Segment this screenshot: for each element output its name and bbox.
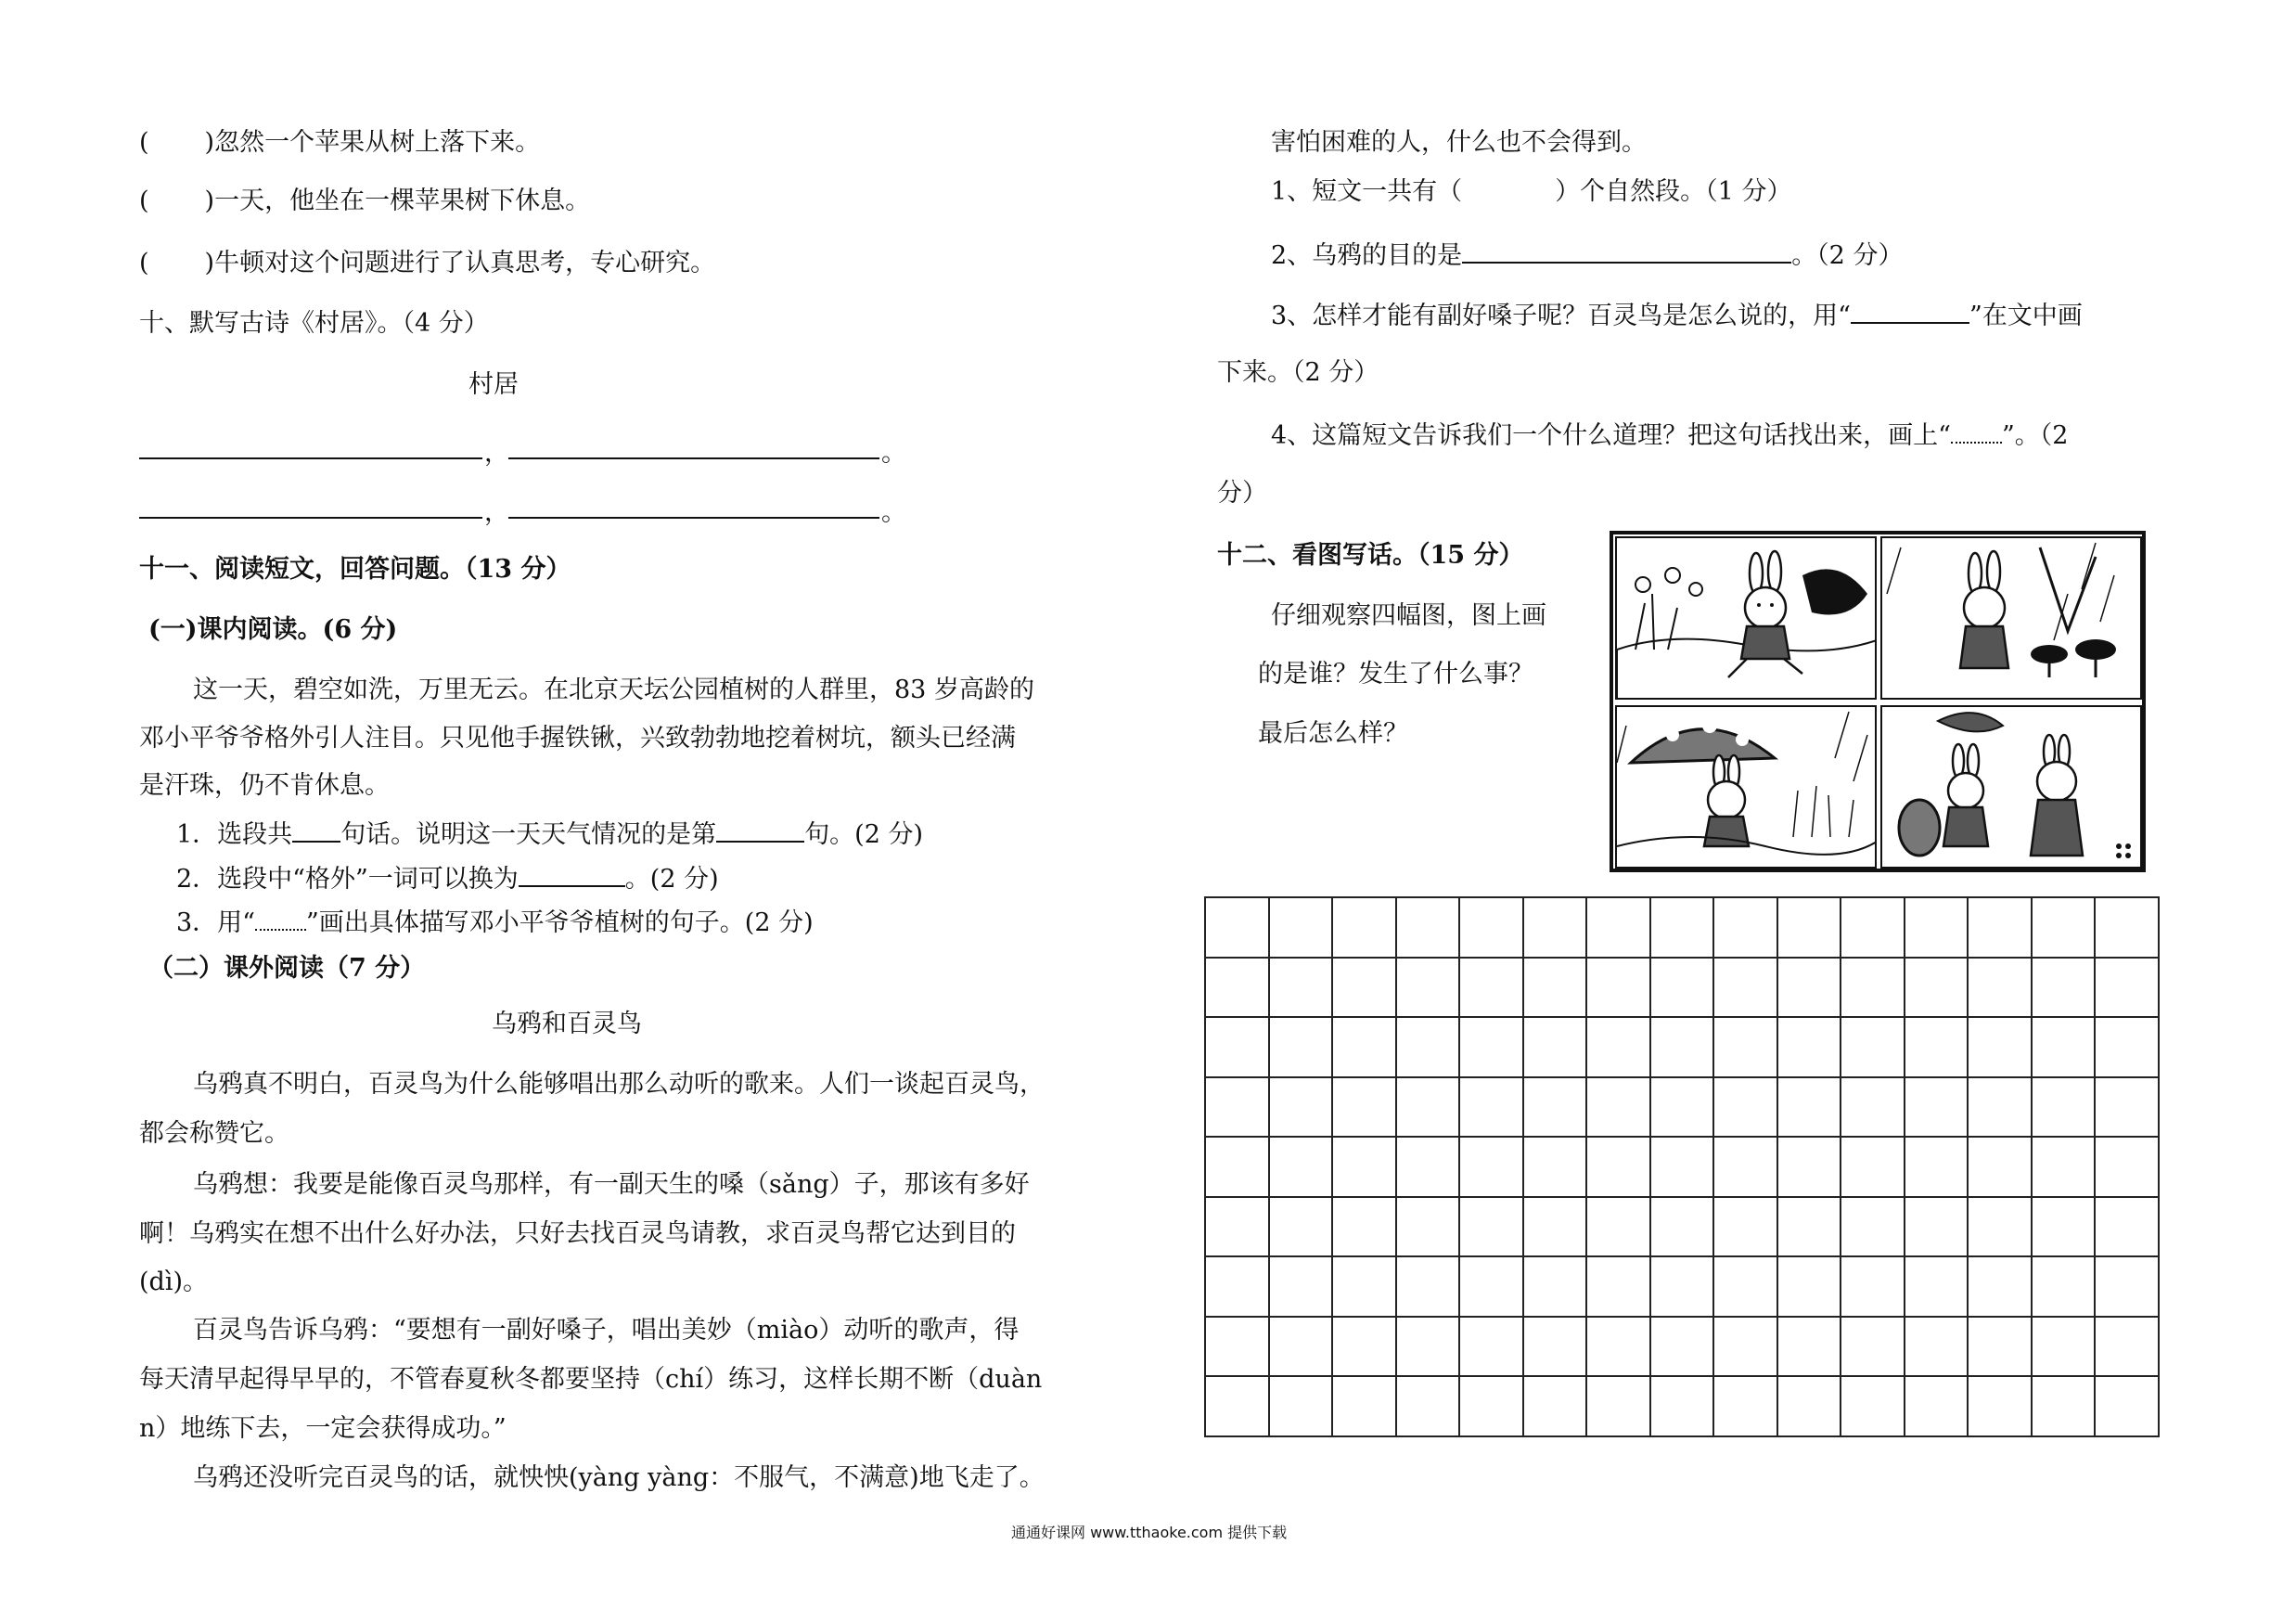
grid-cell[interactable]	[2032, 1077, 2096, 1138]
poem-blank[interactable]	[508, 457, 879, 459]
grid-cell[interactable]	[2032, 1137, 2096, 1197]
grid-cell[interactable]	[1269, 1137, 1333, 1197]
passage-line: 是汗珠，仍不肯休息。	[139, 771, 390, 800]
grid-cell[interactable]	[1968, 1197, 2032, 1257]
grid-cell[interactable]	[1269, 1376, 1333, 1436]
grid-cell[interactable]	[1713, 1256, 1777, 1317]
grid-cell[interactable]	[1269, 897, 1333, 958]
grid-cell[interactable]	[1713, 1077, 1777, 1138]
part1-heading: (一)课内阅读。(6 分)	[148, 615, 398, 644]
grid-cell[interactable]	[1523, 958, 1587, 1018]
grid-cell[interactable]	[1586, 1317, 1650, 1377]
grid-cell[interactable]	[1968, 1137, 2032, 1197]
grid-cell[interactable]	[1905, 1137, 1969, 1197]
grid-cell[interactable]	[1396, 1256, 1460, 1317]
part1-question-2: 2．选段中“格外”一词可以换为 。(2 分)	[176, 865, 719, 894]
grid-cell[interactable]	[1523, 1137, 1587, 1197]
grid-cell[interactable]	[2095, 1317, 2159, 1377]
grid-cell[interactable]	[1332, 897, 1396, 958]
grid-cell[interactable]	[1396, 1137, 1460, 1197]
grid-cell[interactable]	[1586, 1017, 1650, 1077]
grid-cell[interactable]	[1713, 1197, 1777, 1257]
grid-cell[interactable]	[1650, 1317, 1714, 1377]
grid-cell[interactable]	[1523, 1317, 1587, 1377]
grid-cell[interactable]	[1205, 958, 1269, 1018]
grid-cell[interactable]	[1777, 1197, 1841, 1257]
grid-cell[interactable]	[1205, 1317, 1269, 1377]
grid-cell[interactable]	[1332, 1197, 1396, 1257]
grid-cell[interactable]	[1905, 1197, 1969, 1257]
grid-cell[interactable]	[1905, 958, 1969, 1018]
grid-cell[interactable]	[1459, 1256, 1523, 1317]
grid-cell[interactable]	[1523, 1017, 1587, 1077]
grid-row	[1205, 1197, 2159, 1257]
writing-grid	[1204, 896, 2160, 1437]
grid-cell[interactable]	[1205, 1137, 1269, 1197]
grid-cell[interactable]	[1777, 958, 1841, 1018]
story-line: 乌鸦真不明白，百灵鸟为什么能够唱出那么动听的歌来。人们一谈起百灵鸟，	[193, 1070, 1045, 1099]
grid-cell[interactable]	[1205, 1017, 1269, 1077]
grid-cell[interactable]	[1459, 1376, 1523, 1436]
grid-cell[interactable]	[1777, 1376, 1841, 1436]
grid-cell[interactable]	[1459, 1317, 1523, 1377]
grid-cell[interactable]	[1650, 1256, 1714, 1317]
q12-prompt-line: 的是谁？发生了什么事？	[1258, 660, 1533, 689]
grid-cell[interactable]	[1586, 1376, 1650, 1436]
grid-cell[interactable]	[1841, 1256, 1905, 1317]
grid-cell[interactable]	[1713, 1376, 1777, 1436]
grid-cell[interactable]	[2032, 897, 2096, 958]
grid-cell[interactable]	[1713, 1137, 1777, 1197]
grid-cell[interactable]	[1905, 1017, 1969, 1077]
order-item-3: ( )牛顿对这个问题进行了认真思考，专心研究。	[139, 249, 716, 277]
grid-cell[interactable]	[2095, 1017, 2159, 1077]
grid-cell[interactable]	[1650, 1017, 1714, 1077]
grid-cell[interactable]	[1205, 1256, 1269, 1317]
poem-comma: ，	[484, 439, 509, 468]
grid-cell[interactable]	[1523, 1197, 1587, 1257]
grid-cell[interactable]	[1713, 1317, 1777, 1377]
grid-cell[interactable]	[1968, 1256, 2032, 1317]
poem-blank[interactable]	[139, 457, 482, 459]
grid-cell[interactable]	[1459, 1077, 1523, 1138]
grid-cell[interactable]	[2032, 958, 2096, 1018]
grid-cell[interactable]	[1332, 1077, 1396, 1138]
grid-cell[interactable]	[1905, 1376, 1969, 1436]
grid-cell[interactable]	[1269, 1077, 1333, 1138]
right-question-2: 2、乌鸦的目的是 。（2 分）	[1271, 241, 1904, 270]
grid-cell[interactable]	[1205, 1376, 1269, 1436]
grid-cell[interactable]	[1713, 897, 1777, 958]
grid-cell[interactable]	[1841, 1197, 1905, 1257]
story-title: 乌鸦和百灵鸟	[492, 1010, 642, 1038]
q10-heading: 十、默写古诗《村居》。（4 分）	[139, 309, 489, 338]
comic-panel-sharing	[1880, 705, 2142, 869]
grid-cell[interactable]	[1841, 1137, 1905, 1197]
grid-cell[interactable]	[1459, 958, 1523, 1018]
grid-cell[interactable]	[1586, 958, 1650, 1018]
grid-cell[interactable]	[1205, 897, 1269, 958]
grid-cell[interactable]	[1396, 897, 1460, 958]
order-item-2: ( )一天，他坐在一棵苹果树下休息。	[139, 187, 591, 215]
story-line: 百灵鸟告诉乌鸦：“要想有一副好嗓子，唱出美妙（miào）动听的歌声，得	[193, 1316, 1020, 1345]
grid-cell[interactable]	[1459, 1197, 1523, 1257]
grid-cell[interactable]	[1396, 1017, 1460, 1077]
part2-heading: （二）课外阅读（7 分）	[148, 954, 426, 983]
grid-cell[interactable]	[1523, 1256, 1587, 1317]
grid-cell[interactable]	[2032, 1317, 2096, 1377]
grid-cell[interactable]	[1841, 1376, 1905, 1436]
grid-cell[interactable]	[2032, 1256, 2096, 1317]
grid-cell[interactable]	[1841, 1317, 1905, 1377]
q12-prompt-line: 最后怎么样？	[1258, 719, 1408, 748]
passage-line: 这一天，碧空如洗，万里无云。在北京天坛公园植树的人群里，83 岁高龄的	[193, 676, 1034, 704]
grid-cell[interactable]	[1713, 958, 1777, 1018]
poem-blank[interactable]	[139, 517, 482, 519]
comic-panels	[1610, 531, 2146, 872]
grid-row	[1205, 1017, 2159, 1077]
grid-cell[interactable]	[2095, 1256, 2159, 1317]
grid-cell[interactable]	[1269, 1317, 1333, 1377]
grid-cell[interactable]	[1777, 1017, 1841, 1077]
footer-credit: 通通好课网 www.tthaoke.com 提供下载	[1011, 1524, 1288, 1541]
part1-question-1: 1．选段共 句话。说明这一天天气情况的是第 句。(2 分)	[176, 820, 924, 849]
story-line: 乌鸦想：我要是能像百灵鸟那样，有一副天生的嗓（sǎng）子，那该有多好	[193, 1170, 1030, 1199]
grid-cell[interactable]	[1459, 1137, 1523, 1197]
grid-cell[interactable]	[1841, 1077, 1905, 1138]
grid-cell[interactable]	[1396, 1077, 1460, 1138]
grid-cell[interactable]	[2095, 958, 2159, 1018]
grid-cell[interactable]	[1650, 1077, 1714, 1138]
grid-cell[interactable]	[1968, 1017, 2032, 1077]
grid-cell[interactable]	[2095, 1077, 2159, 1138]
grid-cell[interactable]	[1968, 1376, 2032, 1436]
grid-cell[interactable]	[1269, 958, 1333, 1018]
q11-heading: 十一、阅读短文，回答问题。（13 分）	[139, 555, 571, 584]
grid-cell[interactable]	[1396, 1197, 1460, 1257]
grid-cell[interactable]	[1586, 1197, 1650, 1257]
grid-cell[interactable]	[1332, 1017, 1396, 1077]
wavy-line-sample	[255, 907, 306, 931]
grid-cell[interactable]	[1396, 1376, 1460, 1436]
right-question-3: 3、怎样才能有副好嗓子呢？百灵鸟是怎么说的，用“ ”在文中画	[1271, 302, 2083, 330]
grid-cell[interactable]	[1650, 1137, 1714, 1197]
poem-period: 。	[881, 498, 906, 527]
grid-cell[interactable]	[1332, 1376, 1396, 1436]
poem-title: 村居	[468, 370, 519, 399]
story-line: 乌鸦还没听完百灵鸟的话，就怏怏(yàng yàng：不服气，不满意)地飞走了。	[193, 1463, 1045, 1492]
grid-cell[interactable]	[1586, 1137, 1650, 1197]
grid-cell[interactable]	[1332, 1317, 1396, 1377]
grid-cell[interactable]	[1841, 897, 1905, 958]
grid-cell[interactable]	[1459, 897, 1523, 958]
grid-cell[interactable]	[1713, 1017, 1777, 1077]
grid-cell[interactable]	[1905, 1256, 1969, 1317]
grid-cell[interactable]	[1650, 897, 1714, 958]
grid-cell[interactable]	[1905, 897, 1969, 958]
grid-cell[interactable]	[1841, 958, 1905, 1018]
grid-row	[1205, 958, 2159, 1018]
grid-cell[interactable]	[1269, 1197, 1333, 1257]
q12-heading: 十二、看图写话。（15 分）	[1217, 541, 1524, 570]
comic-panel-rain	[1880, 536, 2142, 700]
order-item-1: ( )忽然一个苹果从树上落下来。	[139, 128, 541, 157]
grid-cell[interactable]	[1650, 1197, 1714, 1257]
grid-cell[interactable]	[1841, 1017, 1905, 1077]
answer-blank[interactable]	[519, 863, 625, 887]
grid-cell[interactable]	[1269, 1256, 1333, 1317]
grid-cell[interactable]	[1905, 1077, 1969, 1138]
grid-cell[interactable]	[1968, 1317, 2032, 1377]
grid-cell[interactable]	[1777, 897, 1841, 958]
grid-cell[interactable]	[1205, 1197, 1269, 1257]
grid-cell[interactable]	[2095, 1197, 2159, 1257]
answer-blank[interactable]	[292, 818, 340, 843]
grid-cell[interactable]	[1332, 958, 1396, 1018]
passage-line: 邓小平爷爷格外引人注目。只见他手握铁锹，兴致勃勃地挖着树坑，额头已经满	[139, 724, 1016, 753]
grid-cell[interactable]	[1968, 897, 2032, 958]
story-end-line: 害怕困难的人，什么也不会得到。	[1271, 128, 1647, 157]
story-line: 啊！乌鸦实在想不出什么好办法，只好去找百灵鸟请教，求百灵鸟帮它达到目的	[139, 1219, 1016, 1248]
grid-cell[interactable]	[1777, 1317, 1841, 1377]
comic-panel-mushroom-umbrella	[1615, 705, 1877, 869]
wavy-line-sample	[1951, 419, 2002, 444]
grid-cell[interactable]	[2095, 1137, 2159, 1197]
grid-cell[interactable]	[2095, 897, 2159, 958]
poem-period: 。	[881, 439, 906, 468]
grid-cell[interactable]	[2032, 1376, 2096, 1436]
q12-prompt-line: 仔细观察四幅图，图上画	[1271, 601, 1546, 630]
grid-row	[1205, 1376, 2159, 1436]
answer-blank[interactable]	[1462, 239, 1791, 264]
grid-row	[1205, 1137, 2159, 1197]
grid-cell[interactable]	[2032, 1017, 2096, 1077]
right-question-4: 4、这篇短文告诉我们一个什么道理？把这句话找出来，画上“ ”。（2	[1271, 421, 2069, 450]
grid-cell[interactable]	[1586, 1256, 1650, 1317]
grid-cell[interactable]	[1332, 1137, 1396, 1197]
underline-sample	[1851, 300, 1969, 324]
comic-panel-rabbit-walking	[1615, 536, 1877, 700]
grid-cell[interactable]	[1586, 897, 1650, 958]
grid-cell[interactable]	[1968, 1077, 2032, 1138]
grid-cell[interactable]	[1523, 1077, 1587, 1138]
right-question-4-cont: 分）	[1217, 479, 1267, 508]
grid-cell[interactable]	[1777, 1256, 1841, 1317]
grid-cell[interactable]	[1777, 1137, 1841, 1197]
story-line: (dì)。	[139, 1268, 208, 1296]
poem-comma: ，	[484, 498, 509, 527]
grid-cell[interactable]	[1968, 958, 2032, 1018]
grid-cell[interactable]	[1777, 1077, 1841, 1138]
grid-cell[interactable]	[1523, 1376, 1587, 1436]
grid-row	[1205, 1077, 2159, 1138]
grid-row	[1205, 1256, 2159, 1317]
grid-cell[interactable]	[1905, 1317, 1969, 1377]
right-question-1: 1、短文一共有（ ）个自然段。（1 分）	[1271, 177, 1792, 206]
grid-cell[interactable]	[1459, 1017, 1523, 1077]
grid-cell[interactable]	[1396, 1317, 1460, 1377]
grid-cell[interactable]	[1523, 897, 1587, 958]
answer-blank[interactable]	[716, 818, 804, 843]
story-line: 都会称赞它。	[139, 1119, 289, 1148]
grid-cell[interactable]	[2032, 1197, 2096, 1257]
grid-cell[interactable]	[1332, 1256, 1396, 1317]
grid-cell[interactable]	[1205, 1077, 1269, 1138]
grid-cell[interactable]	[1650, 958, 1714, 1018]
grid-cell[interactable]	[1396, 958, 1460, 1018]
right-question-3-cont: 下来。（2 分）	[1217, 358, 1379, 387]
poem-blank[interactable]	[508, 517, 879, 519]
grid-cell[interactable]	[2095, 1376, 2159, 1436]
story-line: n）地练下去，一定会获得成功。”	[139, 1414, 507, 1443]
grid-row	[1205, 1317, 2159, 1377]
grid-cell[interactable]	[1586, 1077, 1650, 1138]
grid-cell[interactable]	[1650, 1376, 1714, 1436]
grid-row	[1205, 897, 2159, 958]
part1-question-3: 3．用“ ”画出具体描写邓小平爷爷植树的句子。(2 分)	[176, 908, 814, 937]
story-line: 每天清早起得早早的，不管春夏秋冬都要坚持（chí）练习，这样长期不断（duàn	[139, 1365, 1043, 1394]
grid-cell[interactable]	[1269, 1017, 1333, 1077]
